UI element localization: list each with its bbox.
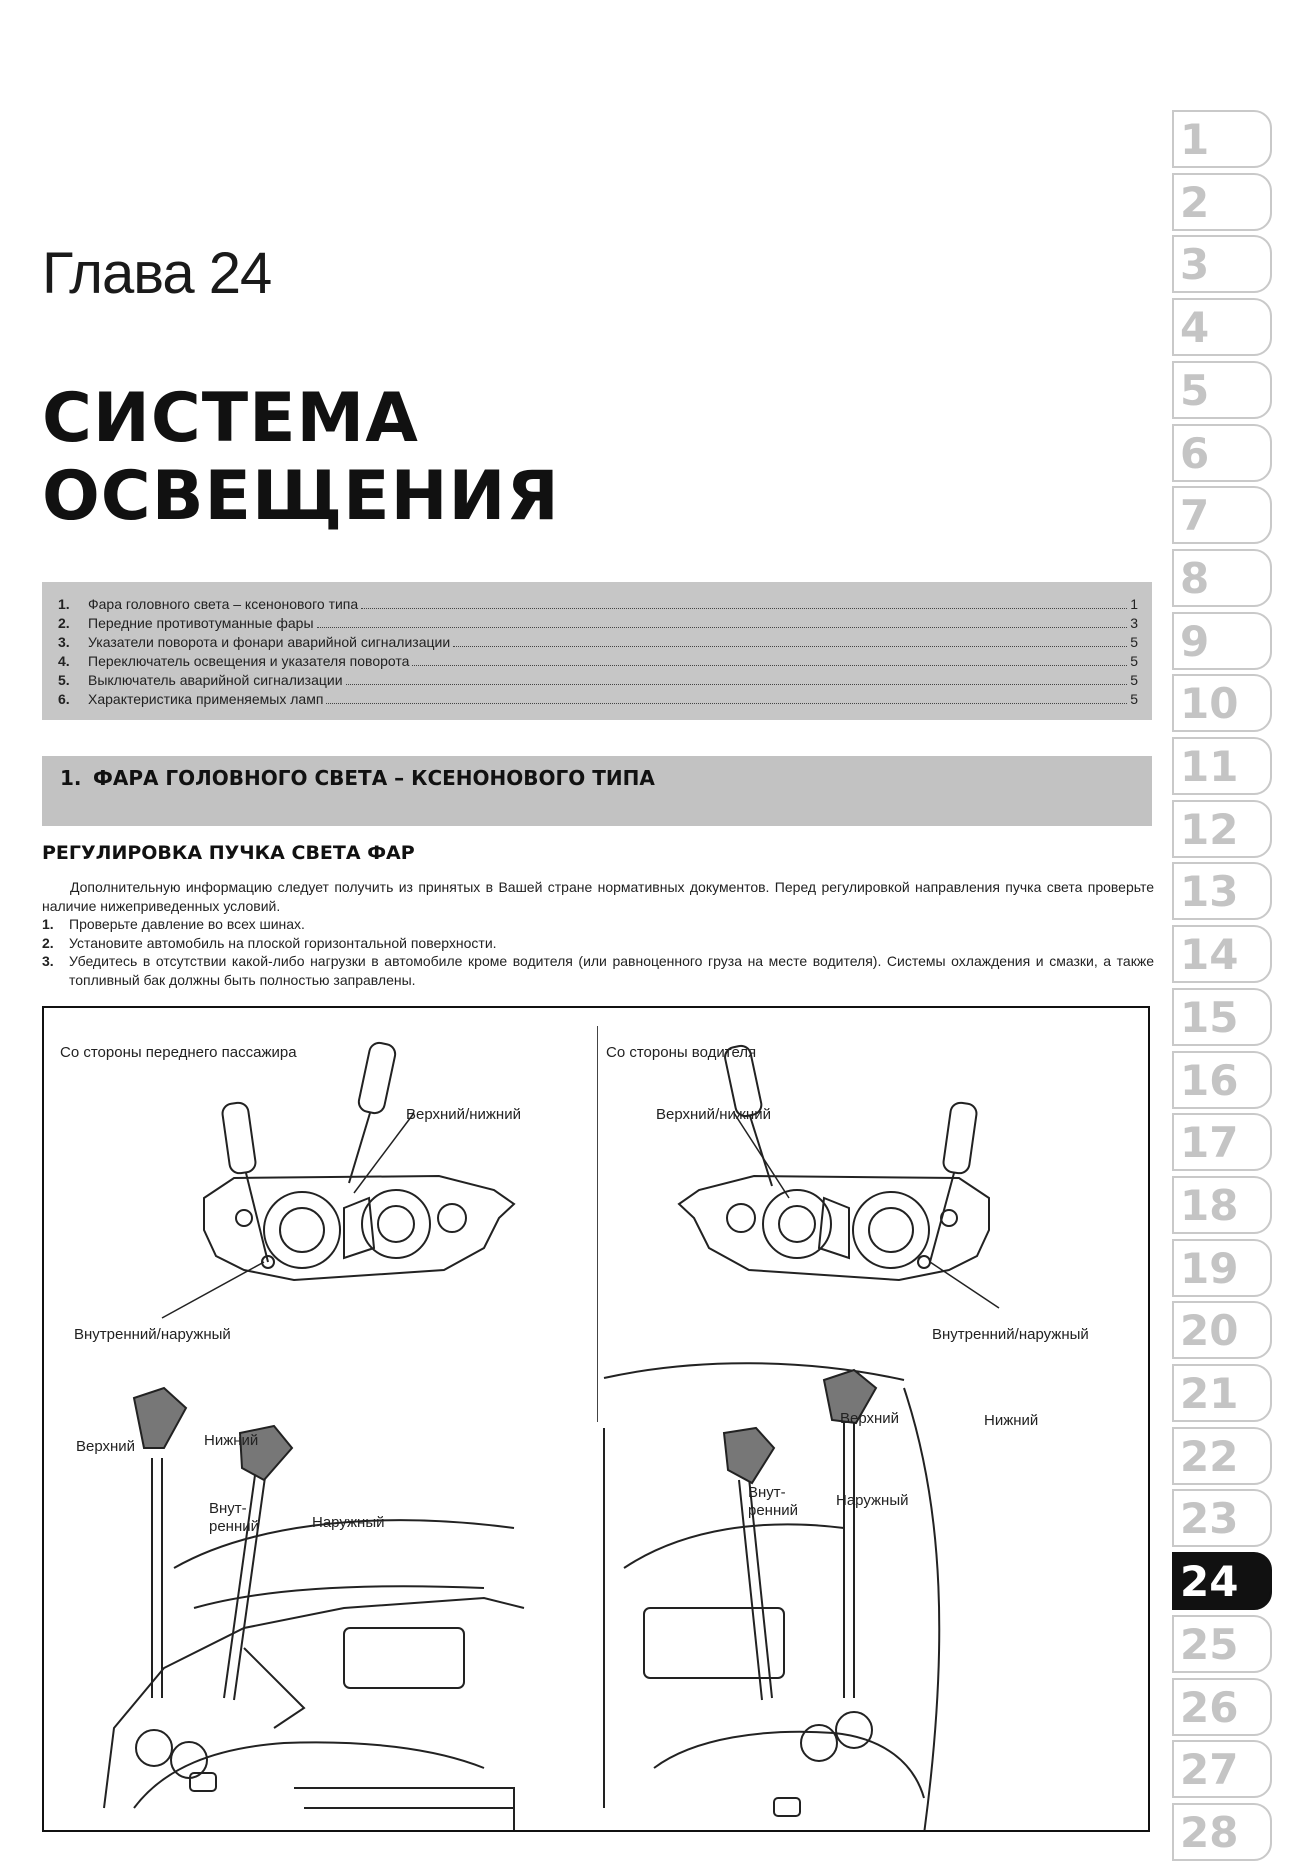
- table-of-contents: [42, 582, 1152, 720]
- chapter-tab-1[interactable]: 1: [1172, 110, 1272, 168]
- chapter-tab-15[interactable]: 15: [1172, 988, 1272, 1046]
- left-side-caption: Со стороны переднего пассажира: [60, 1044, 297, 1061]
- left-engine-bay-drawing: [104, 1388, 524, 1832]
- step-item: [42, 934, 1154, 953]
- chapter-tab-16[interactable]: 16: [1172, 1051, 1272, 1109]
- right-lower-label: Нижний: [984, 1412, 1039, 1429]
- toc-page: 5: [1130, 653, 1138, 669]
- right-upper-label: Верхний: [840, 1410, 900, 1427]
- toc-leader: [326, 702, 1127, 704]
- toc-row[interactable]: [58, 653, 1138, 672]
- chapter-tab-18[interactable]: 18: [1172, 1176, 1272, 1234]
- right-inout-label: Внутренний/наружный: [932, 1326, 1089, 1343]
- chapter-tab-3[interactable]: 3: [1172, 235, 1272, 293]
- right-engine-bay-drawing: [604, 1363, 939, 1832]
- step-number: 3.: [42, 953, 54, 969]
- toc-number: 4.: [58, 653, 70, 669]
- toc-label: Передние противотуманные фары: [88, 615, 314, 631]
- toc-page: 5: [1130, 672, 1138, 688]
- toc-label: Переключатель освещения и указателя поворота: [88, 653, 410, 669]
- chapter-tab-13[interactable]: 13: [1172, 862, 1272, 920]
- chapter-tab-19[interactable]: 19: [1172, 1239, 1272, 1297]
- chapter-tab-10[interactable]: 10: [1172, 674, 1272, 732]
- right-side-caption: Со стороны водителя: [606, 1044, 757, 1061]
- intro-paragraph: Дополнительную информацию следует получить из принятых в Вашей стране нормативных документов. Перед регулировкой направления пучка света проверьте наличие нижеприведенных условий.: [42, 879, 1154, 914]
- chapter-tab-21[interactable]: 21: [1172, 1364, 1272, 1422]
- step-number: 2.: [42, 934, 54, 951]
- right-outer-label: Наружный: [836, 1492, 909, 1509]
- toc-page: 5: [1130, 691, 1138, 707]
- left-updown-label: Верхний/нижний: [406, 1106, 521, 1123]
- toc-label: Выключатель аварийной сигнализации: [88, 672, 343, 688]
- chapter-tab-14[interactable]: 14: [1172, 925, 1272, 983]
- chapter-title-line-1: СИСТЕМА: [42, 379, 419, 458]
- section-number: 1.: [60, 766, 82, 790]
- chapter-title-line-2: ОСВЕЩЕНИЯ: [42, 457, 560, 536]
- chapter-tab-25[interactable]: 25: [1172, 1615, 1272, 1673]
- chapter-tab-2[interactable]: 2: [1172, 173, 1272, 231]
- left-inner-label: Внут- ренний: [209, 1500, 260, 1535]
- toc-number: 2.: [58, 615, 70, 631]
- chapter-tab-17[interactable]: 17: [1172, 1113, 1272, 1171]
- left-headlight-drawing: [162, 1041, 514, 1318]
- toc-leader: [361, 607, 1127, 609]
- toc-row[interactable]: [58, 596, 1138, 615]
- toc-row[interactable]: [58, 691, 1138, 710]
- toc-page: 5: [1130, 634, 1138, 650]
- toc-number: 3.: [58, 634, 70, 650]
- toc-label: Фара головного света – ксенонового типа: [88, 596, 359, 612]
- chapter-tab-9[interactable]: 9: [1172, 612, 1272, 670]
- chapter-tab-20[interactable]: 20: [1172, 1301, 1272, 1359]
- step-item: [42, 952, 1154, 989]
- step-number: 1.: [42, 916, 54, 932]
- chapter-tab-12[interactable]: 12: [1172, 800, 1272, 858]
- right-updown-label: Верхний/нижний: [656, 1106, 771, 1123]
- toc-label: Указатели поворота и фонари аварийной сигнализации: [88, 634, 451, 650]
- section-title: ФАРА ГОЛОВНОГО СВЕТА – КСЕНОНОВОГО ТИПА: [93, 766, 655, 790]
- toc-number: 5.: [58, 672, 70, 688]
- body-text: [42, 878, 1154, 989]
- chapter-tab-6[interactable]: 6: [1172, 424, 1272, 482]
- left-upper-label: Верхний: [76, 1438, 136, 1455]
- toc-leader: [346, 683, 1127, 685]
- chapter-tab-4[interactable]: 4: [1172, 298, 1272, 356]
- headlight-adjustment-figure: [42, 1006, 1150, 1832]
- chapter-tab-8[interactable]: 8: [1172, 549, 1272, 607]
- left-lower-label: Нижний: [204, 1432, 259, 1449]
- step-item: [42, 915, 1154, 934]
- chapter-title: [42, 380, 560, 536]
- chapter-tab-5[interactable]: 5: [1172, 361, 1272, 419]
- toc-leader: [412, 664, 1127, 666]
- toc-row[interactable]: [58, 615, 1138, 634]
- left-inout-label: Внутренний/наружный: [74, 1326, 231, 1343]
- left-outer-label: Наружный: [312, 1514, 385, 1531]
- subheading: РЕГУЛИРОВКА ПУЧКА СВЕТА ФАР: [42, 842, 415, 864]
- step-text: Убедитесь в отсутствии какой-либо нагрузки в автомобиле кроме водителя (или равноценного груза на месте водителя). Системы охлаждения и смазки, а также топливный бак должны быть полностью заправлены.: [69, 953, 1154, 988]
- right-headlight-drawing: [679, 1044, 999, 1308]
- toc-leader: [317, 626, 1127, 628]
- step-text: Установите автомобиль на плоской горизонтальной поверхности.: [69, 934, 497, 951]
- toc-number: 6.: [58, 691, 70, 707]
- chapter-tab-22[interactable]: 22: [1172, 1427, 1272, 1485]
- toc-number: 1.: [58, 596, 70, 612]
- chapter-tab-23[interactable]: 23: [1172, 1489, 1272, 1547]
- step-text: Проверьте давление во всех шинах.: [69, 916, 305, 932]
- chapter-number: Глава 24: [42, 241, 272, 306]
- toc-page: 3: [1130, 615, 1138, 631]
- chapter-tab-28[interactable]: 28: [1172, 1803, 1272, 1861]
- chapter-tab-27[interactable]: 27: [1172, 1740, 1272, 1798]
- chapter-tab-26[interactable]: 26: [1172, 1678, 1272, 1736]
- section-header: [42, 756, 1152, 826]
- toc-label: Характеристика применяемых ламп: [88, 691, 324, 707]
- right-inner-label: Внут- ренний: [748, 1484, 799, 1519]
- toc-page: 1: [1130, 596, 1138, 612]
- toc-row[interactable]: [58, 634, 1138, 653]
- chapter-tab-7[interactable]: 7: [1172, 486, 1272, 544]
- chapter-tab-11[interactable]: 11: [1172, 737, 1272, 795]
- toc-row[interactable]: [58, 672, 1138, 691]
- toc-leader: [453, 645, 1127, 647]
- chapter-tab-24[interactable]: 24: [1172, 1552, 1272, 1610]
